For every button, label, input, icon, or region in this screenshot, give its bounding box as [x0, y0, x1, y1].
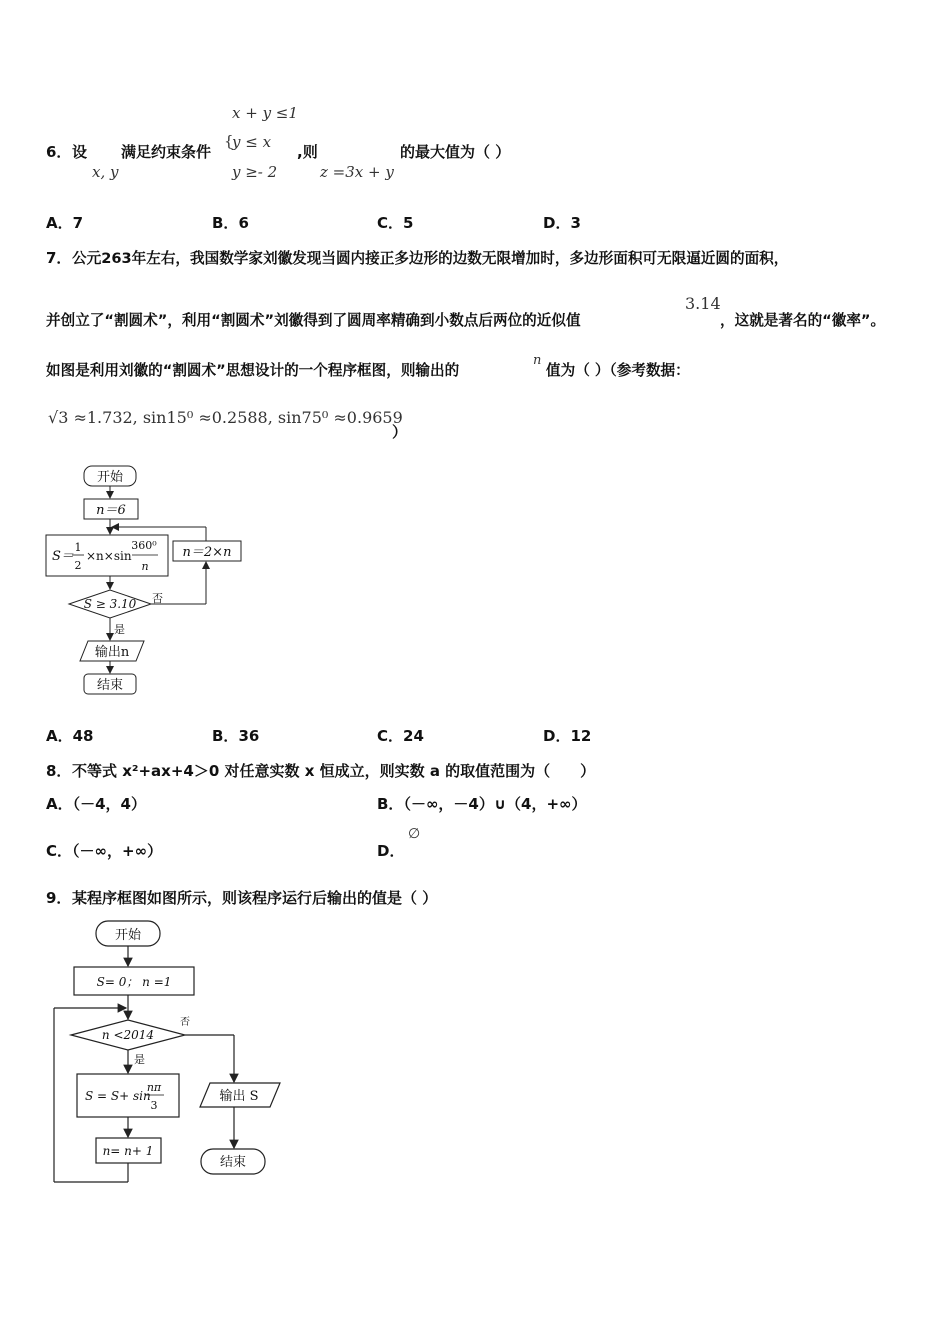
q7-option-c — [377, 725, 424, 746]
option-value: 36 — [238, 727, 260, 745]
flow-frac-den: n — [141, 560, 149, 573]
q6-constraint-label: 满足约束条件 — [121, 143, 212, 161]
q7-line-3b: 值为（ ）（参考数据： — [546, 362, 690, 379]
q9-text: 某程序框图如图所示，则该程序运行后输出的值是（ ） — [72, 889, 438, 907]
flow-body-den: 3 — [150, 1099, 158, 1112]
q8-option-b — [377, 793, 587, 814]
option-label: A． — [46, 727, 73, 745]
q6-option-c — [377, 212, 413, 233]
flow-end-text: 结束 — [96, 678, 124, 693]
q6-constraint-1: x + y ≤1 — [232, 104, 298, 122]
q7-number: 7． — [46, 249, 72, 267]
q7-reference-close: ） — [392, 423, 408, 441]
q8-number: 8． — [46, 762, 72, 780]
option-label: B． — [212, 727, 239, 745]
q6-question-end: 的最大值为（ ） — [400, 143, 511, 161]
option-label: C． — [46, 842, 73, 860]
flow-no-label: 否 — [180, 1017, 190, 1028]
option-label: D． — [543, 727, 571, 745]
q8-option-a — [46, 793, 146, 814]
q9-flowchart — [40, 915, 290, 1190]
q6-brace: { — [224, 132, 234, 150]
q7-option-a — [46, 725, 93, 746]
q7-line-3a: 如图是利用刘徽的“割圆术”思想设计的一个程序框图，则输出的 — [46, 362, 460, 379]
flow-formula-s: S＝ — [52, 549, 74, 564]
q8-option-d-label: D． — [377, 842, 405, 860]
q7-option-d — [543, 725, 591, 746]
option-value: （－∞，－4）∪（4，+∞） — [403, 795, 587, 813]
flow-condition-text: S ≥ 3.10 — [83, 597, 137, 611]
option-value: （－4，4） — [72, 795, 146, 813]
q6-she: 设 — [72, 143, 88, 161]
option-label: A． — [46, 214, 73, 232]
flow-body-left: S = S+ sin — [85, 1089, 151, 1103]
q7-pi-value: 3.14 — [685, 294, 721, 313]
q7-flowchart — [40, 460, 260, 700]
q8-option-c — [46, 840, 162, 861]
q7-line-2a: 并创立了“割圆术”，利用“割圆术”刘徽得到了圆周率精确到小数点后两位的近似值 — [46, 312, 581, 329]
option-label: A． — [46, 795, 73, 813]
q8-option-d-value: ∅ — [408, 826, 421, 842]
q7-line-2b: ，这就是著名的“徽率”。 — [720, 312, 886, 329]
option-label: C． — [377, 214, 404, 232]
option-label: D． — [543, 214, 571, 232]
option-value: 48 — [72, 727, 94, 745]
flow-start-text: 开始 — [96, 470, 124, 485]
flow-half-den: 2 — [74, 559, 82, 572]
option-value: 6 — [238, 214, 249, 232]
q7-line-1: 公元263年左右，我国数学家刘徽发现当圆内接正多边形的边数无限增加时，多边形面积可无限逼近圆的面积， — [72, 250, 789, 267]
flow-half-num: 1 — [74, 541, 82, 554]
q6-constraint-3: y ≥- 2 — [232, 163, 278, 181]
flow-condition-text: n <2014 — [101, 1028, 155, 1042]
q7-n-symbol: n — [533, 353, 542, 368]
q6-option-b — [212, 212, 249, 233]
option-value: 7 — [72, 214, 84, 232]
q9-number: 9． — [46, 889, 72, 907]
flow-update-text: n＝2×n — [182, 545, 232, 560]
flow-frac-num: 360⁰ — [131, 539, 157, 552]
q6-option-a — [46, 212, 83, 233]
flow-body-num: nπ — [146, 1081, 162, 1094]
flow-no-label: 否 — [152, 592, 163, 605]
q6-vars: x, y — [92, 163, 119, 181]
q6-objective: z =3x + y — [320, 163, 394, 181]
option-value: 3 — [570, 214, 581, 232]
option-value: 12 — [570, 727, 592, 745]
flow-formula-mid: ×n×sin — [86, 549, 132, 563]
flow-init-text: n＝6 — [96, 503, 126, 518]
option-value: （－∞，+∞） — [72, 842, 163, 860]
q6-constraint-2: y ≤ x — [232, 133, 272, 151]
flow-yes-label: 是 — [114, 623, 125, 636]
q8-text: 不等式 x²+ax+4＞0 对任意实数 x 恒成立，则实数 a 的取值范围为（ ） — [72, 762, 596, 780]
option-value: 5 — [403, 214, 414, 232]
option-label: B． — [212, 214, 239, 232]
q6-ze: ,则 — [297, 143, 318, 161]
option-value: 24 — [403, 727, 424, 745]
q6-number: 6． — [46, 143, 72, 161]
option-label: C． — [377, 727, 404, 745]
option-label: B． — [377, 795, 404, 813]
flow-incr-text: n= n+ 1 — [102, 1144, 154, 1158]
flow-init-text: S= 0； n =1 — [96, 975, 172, 989]
flow-start-text: 开始 — [114, 928, 142, 943]
q7-option-b — [212, 725, 259, 746]
flow-output-text: 输出 S — [219, 1089, 259, 1104]
q6-option-d — [543, 212, 581, 233]
flow-end-text: 结束 — [219, 1155, 247, 1170]
flow-output-text: 输出n — [94, 645, 130, 660]
q7-reference-data: √3 ≈1.732, sin15⁰ ≈0.2588, sin75⁰ ≈0.9659 — [48, 408, 403, 427]
flow-yes-label: 是 — [134, 1053, 145, 1066]
